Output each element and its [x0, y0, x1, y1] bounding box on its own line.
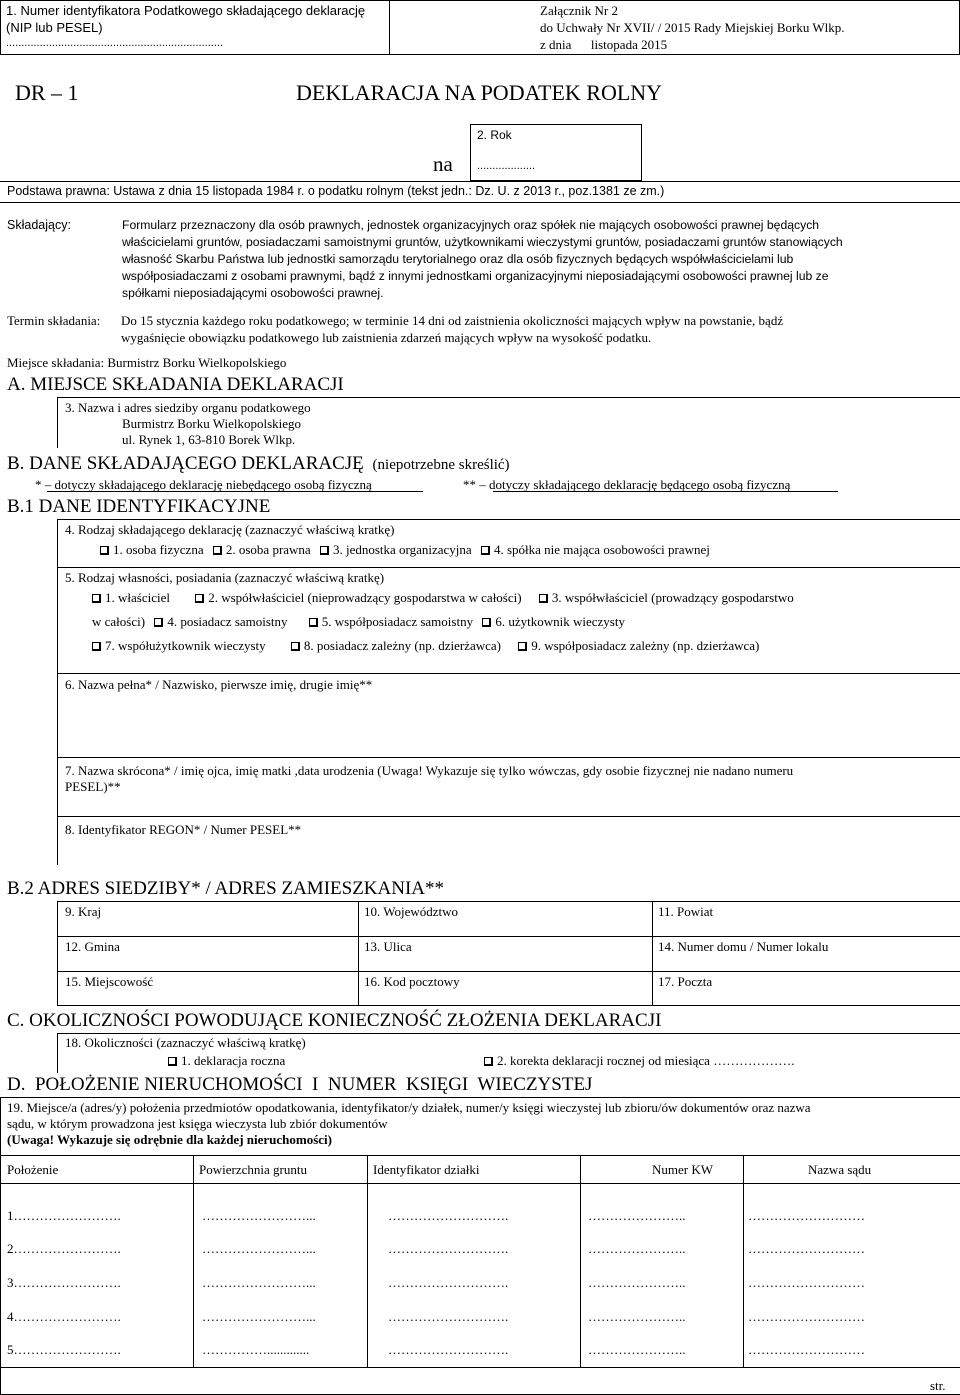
table-cell[interactable]: …………………..	[588, 1309, 686, 1324]
opt-wspolwlasciciel: 2. współwłaściciel (nieprowadzący gospodarstwa w całości)	[208, 590, 522, 605]
annex-date: z dnia listopada 2015	[540, 37, 668, 52]
organ-name: Burmistrz Borku Wielkopolskiego	[122, 416, 302, 431]
section-b2-title: B.2 ADRES SIEDZIBY* / ADRES ZAMIESZKANIA**	[7, 878, 445, 899]
termin-line: Do 15 stycznia każdego roku podatkowego; w terminie 14 dni od zaistnienia okoliczności mających wpływ na powstanie, bądź	[121, 313, 784, 328]
table-cell[interactable]: 2…………………….	[7, 1241, 121, 1256]
f7-label-cont: PESEL)**	[65, 779, 121, 794]
cell-powiat[interactable]: 11. Powiat	[658, 904, 714, 919]
checkbox-wspolwlasciciel-prow[interactable]	[539, 594, 548, 603]
cell-miejscowosc[interactable]: 15. Miejscowość	[65, 974, 154, 989]
f6-input[interactable]	[58, 695, 958, 755]
annex-title: Załącznik Nr 2	[540, 3, 618, 18]
nip-label: 1. Numer identyfikatora Podatkowego składającego deklarację	[6, 3, 366, 18]
section-b1-title: B.1 DANE IDENTYFIKACYJNE	[7, 496, 271, 517]
divider	[57, 673, 960, 674]
termin-line: wygaśnięcie obowiązku podatkowego lub zaistnienia zdarzeń mających wpływ na wysokość podatku.	[121, 330, 652, 345]
cell-poczta[interactable]: 17. Poczta	[658, 974, 713, 989]
table-cell[interactable]: 5…………………….	[7, 1342, 121, 1357]
divider	[743, 1155, 744, 1367]
checkbox-deklaracja-roczna[interactable]	[168, 1057, 177, 1066]
rok-label: 2. Rok	[477, 128, 512, 142]
divider	[0, 1183, 960, 1184]
checkbox-posiadacz-zalezny[interactable]	[291, 642, 300, 651]
opt-posiadacz: 4. posiadacz samoistny	[167, 614, 288, 629]
f5-label: 5. Rodzaj własności, posiadania (zaznaczyć właściwą kratkę)	[65, 570, 385, 585]
f5-row3	[92, 638, 765, 654]
f6-label: 6. Nazwa pełna* / Nazwisko, pierwsze imię, drugie imię**	[65, 677, 373, 692]
table-cell[interactable]: 3…………………….	[7, 1275, 121, 1290]
divider	[57, 816, 960, 817]
col-powierzchnia: Powierzchnia gruntu	[199, 1162, 307, 1177]
checkbox-wspoluzytkownik[interactable]	[92, 642, 101, 651]
termin-label: Termin składania:	[7, 313, 101, 328]
skladajacy-line: spółkami nieposiadającymi osobowości prawnej.	[122, 286, 384, 300]
section-b-title-text: B. DANE SKŁADAJĄCEGO DEKLARACJĘ	[7, 453, 364, 474]
legal-basis: Podstawa prawna: Ustawa z dnia 15 listopada 1984 r. o podatku rolnym (tekst jedn.: Dz. U. z 2013 r., poz.1381 ze zm.)	[7, 184, 665, 198]
table-cell[interactable]: …………………..	[588, 1241, 686, 1256]
note-legal-person: * – dotyczy składającego deklarację niebędącego osobą fizyczną	[35, 477, 372, 492]
nip-input[interactable]: .......................................................................	[6, 37, 223, 49]
divider	[0, 1367, 960, 1368]
divider	[580, 1155, 581, 1367]
skladajacy-label: Składający:	[7, 218, 71, 232]
divider	[57, 757, 960, 758]
f19-label: 19. Miejsce/a (adres/y) położenia przedmiotów opodatkowania, identyfikator/y działek, numer/y księgi wieczystej lub zbioru/ów dokumentów oraz nazwa	[7, 1100, 811, 1115]
opt-jednostka: 3. jednostka organizacyjna	[332, 542, 472, 557]
table-cell[interactable]: ……………………...	[202, 1241, 316, 1256]
table-cell[interactable]: ………………………	[748, 1241, 865, 1256]
organ-address: ul. Rynek 1, 63-810 Borek Wlkp.	[122, 432, 296, 447]
col-identyfikator: Identyfikator działki	[373, 1162, 480, 1177]
miejsce-skladania: Miejsce składania: Burmistrz Borku Wielkopolskiego	[7, 355, 287, 370]
checkbox-spolka[interactable]	[481, 546, 490, 555]
table-cell[interactable]: ……………………….	[388, 1241, 509, 1256]
section-c-title: C. OKOLICZNOŚCI POWODUJĄCE KONIECZNOŚĆ ZŁOŻENIA DEKLARACJI	[7, 1010, 662, 1031]
table-cell[interactable]: ……………………….	[388, 1309, 509, 1324]
opt-wspoluzytkownik: 7. współużytkownik wieczysty	[105, 638, 266, 653]
checkbox-posiadacz[interactable]	[154, 618, 163, 627]
divider	[57, 567, 960, 568]
checkbox-wspolwlasciciel[interactable]	[195, 594, 204, 603]
checkbox-wlasciciel[interactable]	[92, 594, 101, 603]
table-cell[interactable]: ……………………….	[388, 1275, 509, 1290]
checkbox-uzytkownik[interactable]	[482, 618, 491, 627]
nip-sublabel: (NIP lub PESEL)	[6, 20, 103, 35]
f19-note: (Uwaga! Wykazuje się odrębnie dla każdej nieruchomości)	[7, 1132, 332, 1147]
checkbox-wspolposiadacz-zalezny[interactable]	[518, 642, 527, 651]
table-cell[interactable]: …………….............	[202, 1342, 310, 1357]
table-cell[interactable]: 4…………………….	[7, 1309, 121, 1324]
section-b-title	[7, 453, 510, 475]
col-numer-kw: Numer KW	[652, 1162, 714, 1177]
skladajacy-line: współposiadaczami z osobami prawnymi, bądź z innymi jednostkami organizacyjnymi nieposiadającymi osobowości prawnej lub ze	[122, 269, 829, 283]
opt-deklaracja-roczna: 1. deklaracja roczna	[181, 1053, 286, 1068]
f19-label-cont: sądu, w którym prowadzona jest księga wieczysta lub zbiór dokumentów	[7, 1116, 388, 1131]
note-underline	[493, 491, 838, 492]
organ-label: 3. Nazwa i adres siedziby organu podatkowego	[65, 400, 311, 415]
opt-posiadacz-zalezny: 8. posiadacz zależny (np. dzierżawca)	[303, 638, 501, 653]
opt-wspolwlasciciel-prow: 3. współwłaściciel (prowadzący gospodarstwo	[551, 590, 794, 605]
table-cell[interactable]: …………………..	[588, 1342, 686, 1357]
section-d-title: D. POŁOŻENIE NIERUCHOMOŚCI I NUMER KSIĘGI WIECZYSTEJ	[7, 1074, 593, 1095]
opt-korekta: 2. korekta deklaracji rocznej od miesiąca ……………….	[497, 1053, 795, 1068]
col-polozenie: Położenie	[7, 1162, 59, 1177]
cell-kraj[interactable]: 9. Kraj	[65, 904, 102, 919]
skladajacy-line: Formularz przeznaczony dla osób prawnych, jednostek organizacyjnych oraz spółek nie mających osobowości prawnej będących	[122, 218, 820, 232]
table-cell[interactable]: ………………………	[748, 1275, 865, 1290]
checkbox-osoba-fizyczna[interactable]	[100, 546, 109, 555]
f4-options	[100, 542, 716, 558]
table-cell[interactable]: ………………………	[748, 1309, 865, 1324]
na-label: na	[433, 152, 453, 176]
table-cell[interactable]: ………………………	[748, 1208, 865, 1223]
checkbox-osoba-prawna[interactable]	[213, 546, 222, 555]
divider	[367, 1155, 368, 1367]
skladajacy-line: własność Skarbu Państwa lub jednostki samorządu terytorialnego oraz dla osób fizycznych będących współwłaścicielami lub	[122, 252, 794, 266]
f8-label: 8. Identyfikator REGON* / Numer PESEL**	[65, 822, 302, 837]
table-cell[interactable]: …………………..	[588, 1275, 686, 1290]
checkbox-wspolposiadacz[interactable]	[309, 618, 318, 627]
section-b-note: (niepotrzebne skreślić)	[372, 457, 510, 473]
f4-label: 4. Rodzaj składającego deklarację (zaznaczyć właściwą kratkę)	[65, 522, 395, 537]
opt-wlasciciel: 1. właściciel	[105, 590, 170, 605]
opt-osoba-prawna: 2. osoba prawna	[225, 542, 311, 557]
opt-osoba-fizyczna: 1. osoba fizyczna	[113, 542, 204, 557]
cell-gmina[interactable]: 12. Gmina	[65, 939, 120, 954]
cell-kod-pocztowy[interactable]: 16. Kod pocztowy	[364, 974, 460, 989]
opt-uzytkownik: 6. użytkownik wieczysty	[495, 614, 625, 629]
opt-wspolwlasciciel-prow-cont: w całości)	[92, 614, 146, 629]
note-underline	[47, 491, 423, 492]
note-natural-person: ** – dotyczy składającego deklarację będącego osobą fizyczną	[463, 477, 791, 492]
form-code: DR – 1	[15, 80, 79, 105]
table-cell[interactable]: 1…………………….	[7, 1208, 121, 1223]
rok-input[interactable]: ...................	[477, 160, 536, 172]
annex-resolution: do Uchwały Nr XVII/ / 2015 Rady Miejskiej Borku Wlkp.	[540, 20, 845, 35]
col-nazwa-sadu: Nazwa sądu	[808, 1162, 872, 1177]
divider	[193, 1155, 194, 1367]
section-a-title: A. MIEJSCE SKŁADANIA DEKLARACJI	[7, 374, 344, 395]
f5-row1	[92, 590, 800, 606]
skladajacy-line: właścicielami gruntów, posiadaczami samoistnymi gruntów, użytkownikami wieczystymi gruntów, posiadaczami gruntów stanowiących	[122, 235, 843, 249]
divider	[57, 936, 960, 937]
table-cell[interactable]: ……………………...	[202, 1309, 316, 1324]
divider	[0, 1155, 960, 1156]
table-cell[interactable]: ……………………...	[202, 1275, 316, 1290]
opt-wspolposiadacz-zalezny: 9. współposiadacz zależny (np. dzierżawca)	[531, 638, 760, 653]
f18-label: 18. Okoliczności (zaznaczyć właściwą kratkę)	[65, 1035, 306, 1050]
cell-ulica[interactable]: 13. Ulica	[364, 939, 412, 954]
form-title: DEKLARACJA NA PODATEK ROLNY	[296, 80, 663, 105]
f5-row2	[92, 614, 631, 630]
cell-wojewodztwo[interactable]: 10. Województwo	[364, 904, 459, 919]
opt-spolka: 4. spółka nie mająca osobowości prawnej	[493, 542, 710, 557]
cell-numer-domu[interactable]: 14. Numer domu / Numer lokalu	[658, 939, 829, 954]
f7-label: 7. Nazwa skrócona* / imię ojca, imię matki ,data urodzenia (Uwaga! Wykazuje się tylko wówczas, gdy osobie fizycznej nie nadano numeru	[65, 763, 794, 778]
table-cell[interactable]: ………………………	[748, 1342, 865, 1357]
f18-opt2	[484, 1053, 794, 1069]
table-cell[interactable]: ……………………...	[202, 1208, 316, 1223]
divider	[358, 901, 359, 1006]
table-cell[interactable]: ……………………….	[388, 1342, 509, 1357]
table-cell[interactable]: …………………..	[588, 1208, 686, 1223]
table-cell[interactable]: ……………………….	[388, 1208, 509, 1223]
divider	[652, 901, 653, 1006]
opt-wspolposiadacz: 5. współposiadacz samoistny	[321, 614, 474, 629]
checkbox-korekta[interactable]	[484, 1057, 493, 1066]
checkbox-jednostka[interactable]	[320, 546, 329, 555]
page-footer: str.	[930, 1378, 946, 1393]
f18-opt1	[168, 1053, 285, 1069]
divider	[57, 971, 960, 972]
